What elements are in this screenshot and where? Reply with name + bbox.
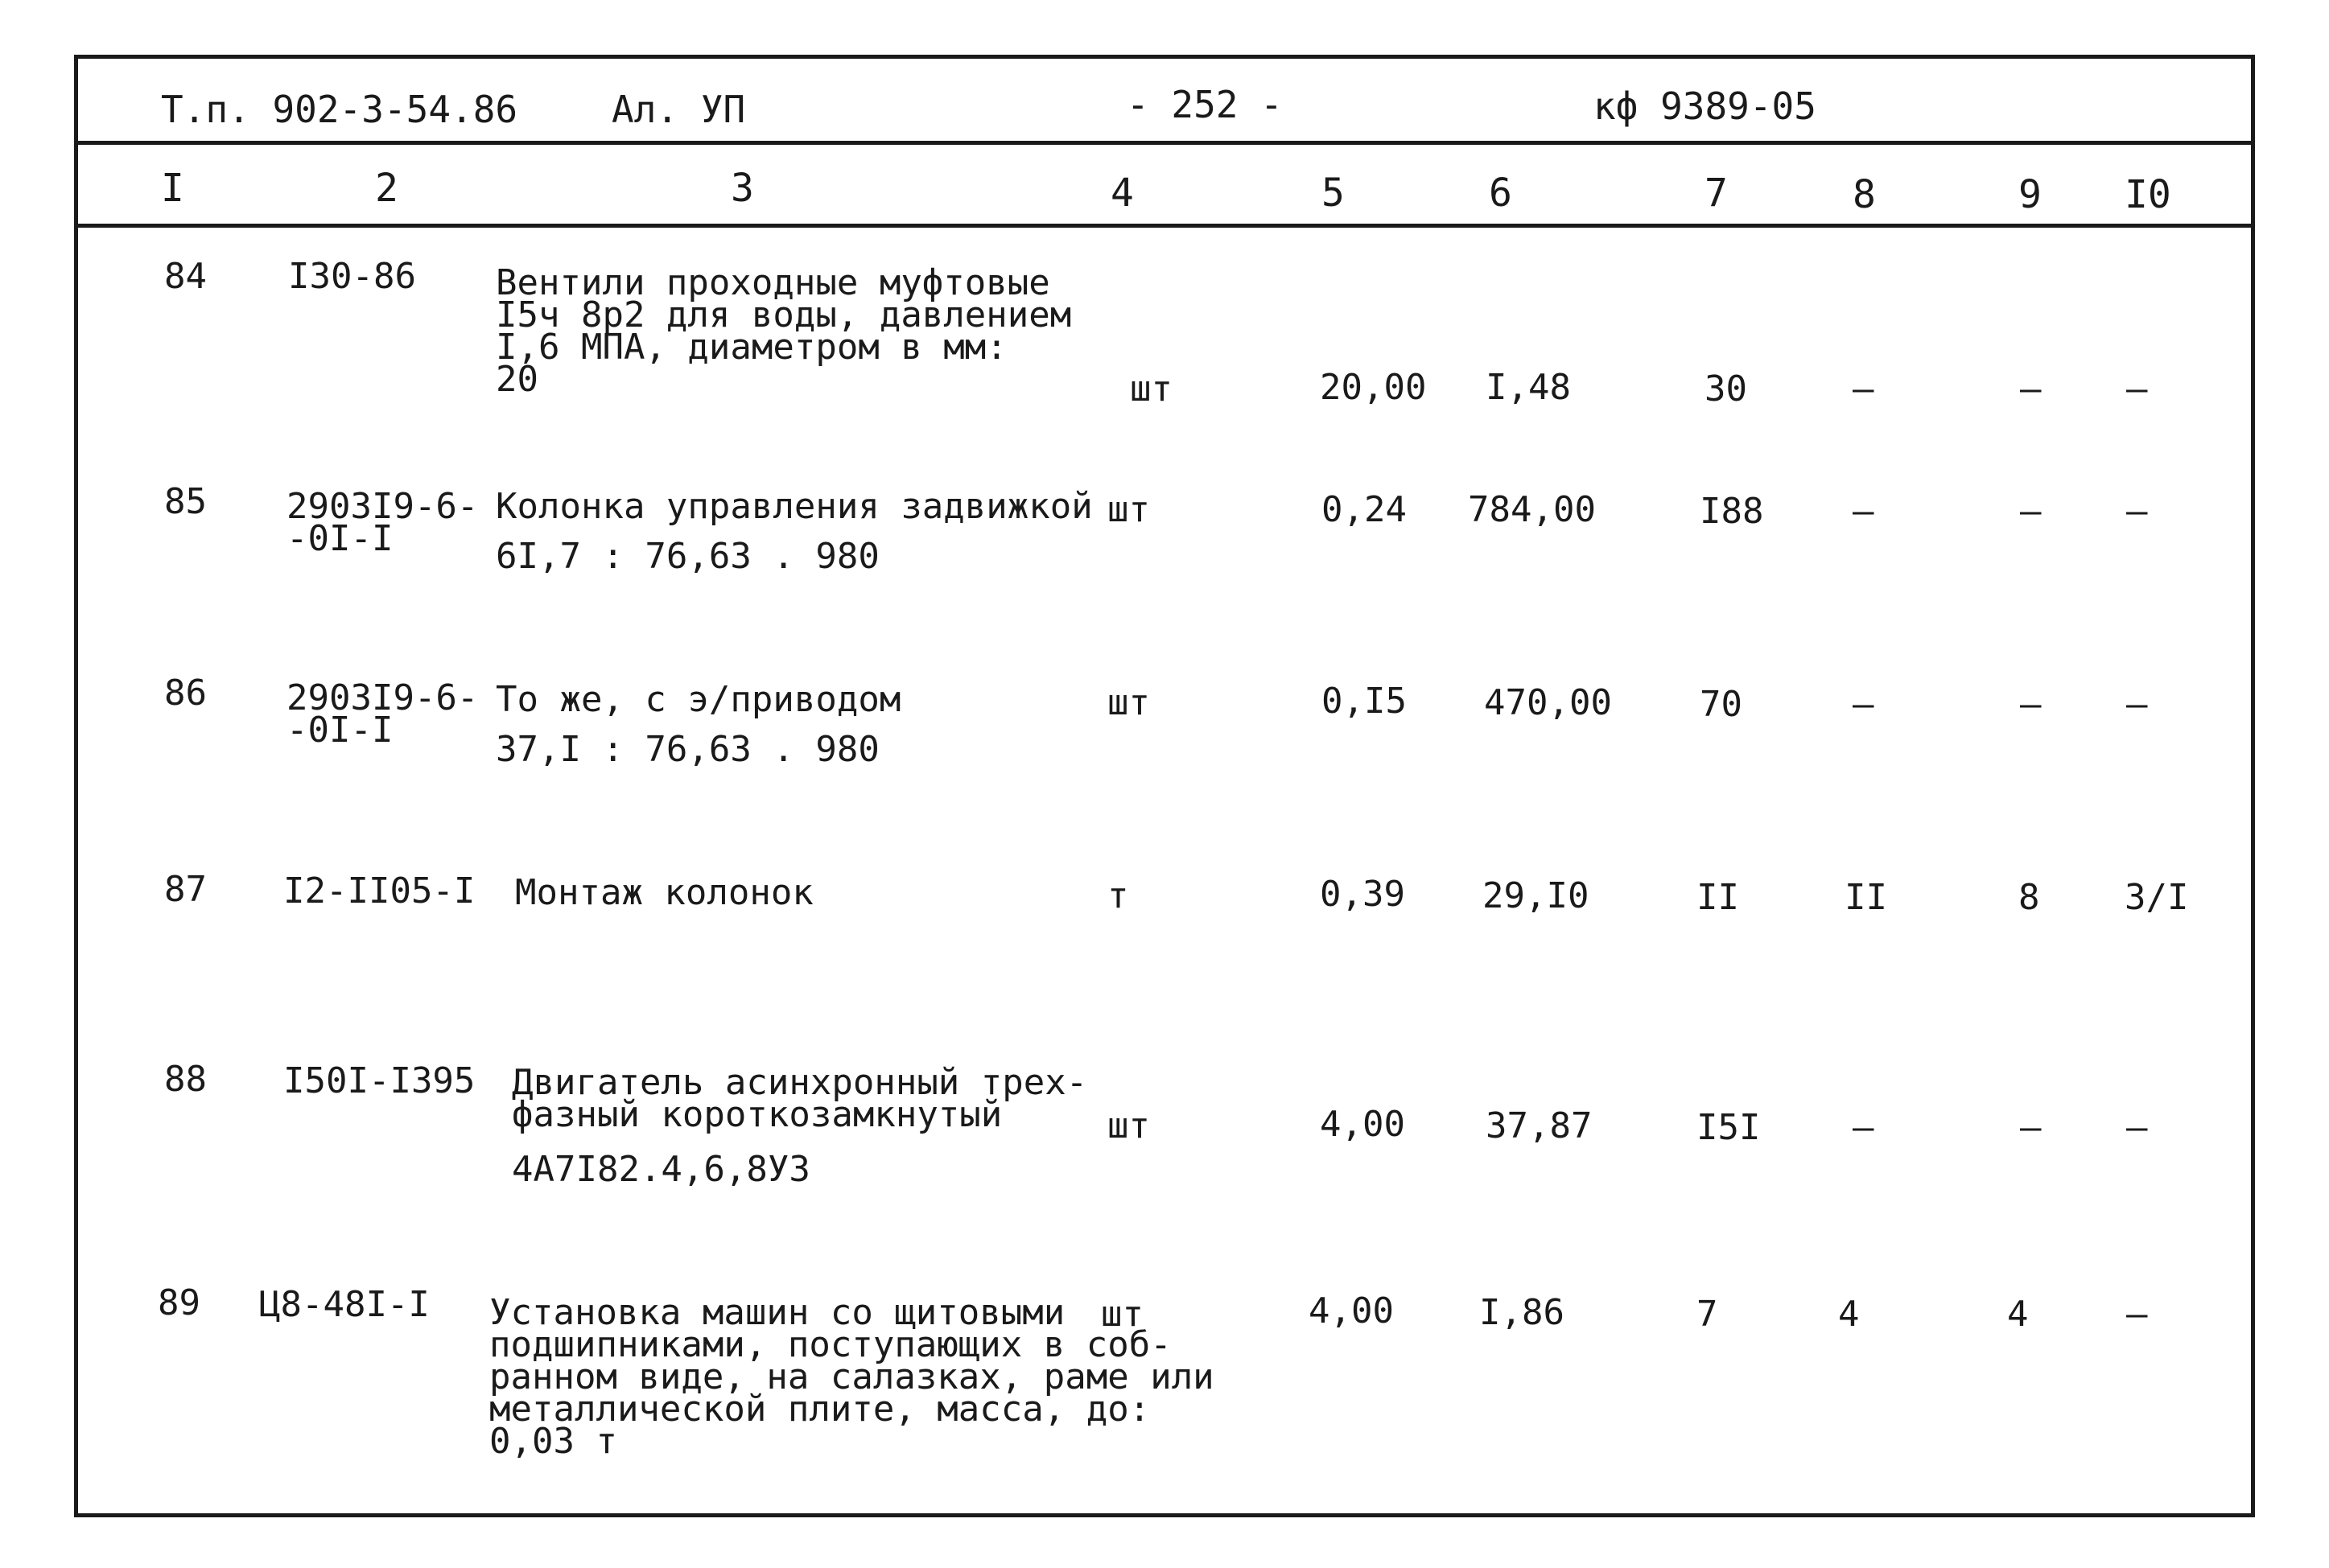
row-84-number: 84 <box>164 256 207 297</box>
row-88-col9: – <box>2020 1107 2042 1148</box>
row-85-col10: – <box>2126 491 2148 532</box>
row-88-col10: – <box>2126 1107 2148 1148</box>
row-89-number: 89 <box>158 1282 200 1323</box>
row-84-quantity: 20,00 <box>1320 367 1427 408</box>
column-header-9: 9 <box>2018 172 2042 217</box>
row-84-col8: – <box>1853 368 1874 409</box>
row-87-col9: 8 <box>2018 877 2040 918</box>
row-88-reference: I50I-I395 <box>283 1060 476 1101</box>
row-85-calculation: 6I,7 : 76,63 . 980 <box>496 536 880 577</box>
project-number: Т.п. 902-3-54.86 <box>161 88 518 131</box>
row-84-unit: шт <box>1130 368 1173 409</box>
row-86-unit-price: 470,00 <box>1484 682 1612 723</box>
row-84-reference: I30-86 <box>288 256 416 297</box>
row-85-col7: I88 <box>1700 491 1764 532</box>
row-88-number: 88 <box>164 1059 207 1100</box>
row-89-col8: 4 <box>1838 1294 1860 1335</box>
row-86-col7: 70 <box>1700 684 1742 725</box>
header-rule <box>74 141 2255 145</box>
row-86-calculation: 37,I : 76,63 . 980 <box>496 729 880 770</box>
row-84-unit-price: I,48 <box>1486 367 1571 408</box>
column-header-2: 2 <box>375 166 398 211</box>
row-86-col9: – <box>2020 684 2042 725</box>
row-88-unit: шт <box>1107 1105 1150 1146</box>
column-header-1: I <box>161 166 184 211</box>
page-number: - 252 - <box>1127 83 1283 126</box>
row-85-quantity: 0,24 <box>1321 489 1407 530</box>
row-85-unit: шт <box>1107 489 1150 530</box>
row-89-unit: шт <box>1101 1294 1144 1335</box>
row-85-unit-price: 784,00 <box>1468 489 1596 530</box>
row-87-unit-price: 29,I0 <box>1482 875 1589 916</box>
row-84-description: Вентили проходные муфтовые I5ч 8р2 для воды, давлением I,6 МПА, диаметром в мм: 20 <box>496 262 1072 400</box>
row-85-description: Колонка управления задвижкой <box>496 486 1093 527</box>
row-88-col8: – <box>1853 1107 1874 1148</box>
row-84-col7: 30 <box>1704 368 1747 409</box>
column-header-6: 6 <box>1489 171 1512 216</box>
column-header-7: 7 <box>1704 171 1728 216</box>
row-87-col7: II <box>1696 877 1739 918</box>
row-86-quantity: 0,I5 <box>1321 681 1407 722</box>
column-header-rule <box>74 224 2255 228</box>
row-85-number: 85 <box>164 481 207 522</box>
row-87-number: 87 <box>164 869 207 910</box>
column-header-8: 8 <box>1853 172 1876 217</box>
row-89-col9: 4 <box>2007 1294 2029 1335</box>
album-label: Ал. УП <box>612 88 746 131</box>
row-86-number: 86 <box>164 673 207 714</box>
row-85-col8: – <box>1853 491 1874 532</box>
row-87-col8: II <box>1845 877 1887 918</box>
row-85-reference: 2903I9-6- -0I-I <box>286 486 479 559</box>
row-88-model: 4А7I82.4,6,8У3 <box>512 1149 810 1190</box>
row-84-col9: – <box>2020 368 2042 409</box>
row-87-unit: т <box>1107 875 1129 916</box>
row-89-quantity: 4,00 <box>1309 1290 1394 1331</box>
row-87-description: Монтаж колонок <box>515 872 814 913</box>
row-86-col8: – <box>1853 684 1874 725</box>
row-89-col7: 7 <box>1696 1294 1718 1335</box>
row-87-col10: 3/I <box>2125 877 2189 918</box>
row-88-description: Двигатель асинхронный трех- фазный короткозамкнутый <box>512 1062 1088 1135</box>
column-header-3: 3 <box>731 166 754 211</box>
row-87-reference: I2-II05-I <box>283 870 476 912</box>
row-89-reference: Ц8-48I-I <box>259 1284 430 1325</box>
row-86-reference: 2903I9-6- -0I-I <box>286 677 479 751</box>
row-87-quantity: 0,39 <box>1320 874 1405 915</box>
column-header-4: 4 <box>1111 171 1134 216</box>
row-89-description: Установка машин со щитовыми подшипниками, поступающих в соб- ранном виде, на салазках, раме или металлической плите, масса, до: 0,03 т <box>489 1292 1214 1462</box>
row-89-unit-price: I,86 <box>1479 1292 1564 1333</box>
row-86-description: То же, с э/приводом <box>496 679 901 720</box>
row-86-unit: шт <box>1107 682 1150 723</box>
row-88-col7: I5I <box>1696 1107 1761 1148</box>
row-88-unit-price: 37,87 <box>1486 1105 1593 1146</box>
row-89-col10: – <box>2126 1294 2148 1335</box>
row-88-quantity: 4,00 <box>1320 1104 1405 1145</box>
row-86-col10: – <box>2126 684 2148 725</box>
column-header-5: 5 <box>1321 171 1345 216</box>
column-header-10: I0 <box>2125 172 2171 217</box>
row-85-col9: – <box>2020 491 2042 532</box>
row-84-col10: – <box>2126 368 2148 409</box>
sheet-code: кф 9389-05 <box>1593 84 1816 128</box>
